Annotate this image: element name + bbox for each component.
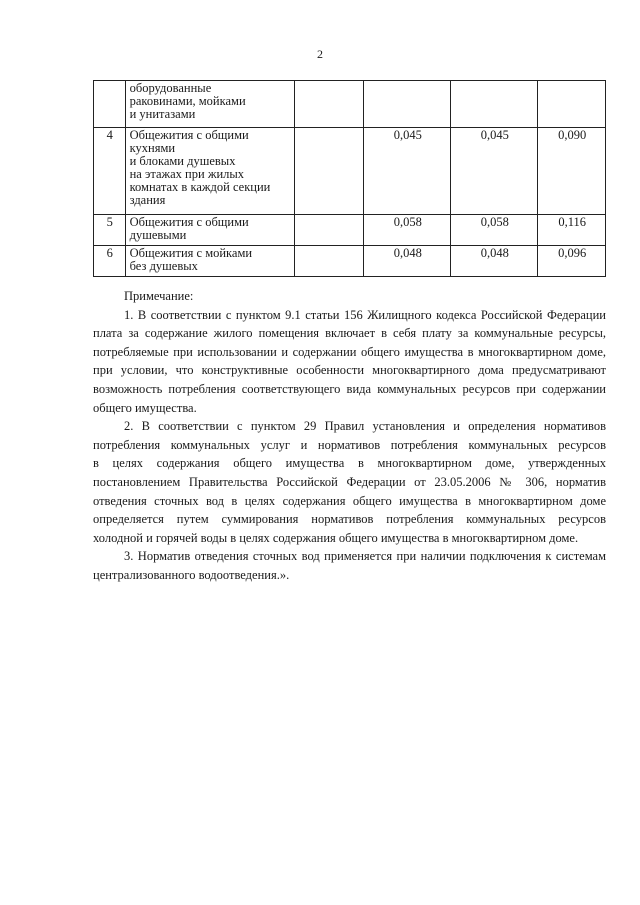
cell-text-line: душевыми <box>129 228 187 242</box>
paragraph-line: в целях содержания общего имущества в многоквартирном доме, утвержденных <box>93 456 606 471</box>
norms-table <box>93 80 606 277</box>
cell-text-line: и унитазами <box>129 107 196 121</box>
row-number-cell: 4 <box>94 128 126 215</box>
paragraph-line: холодной и горячей воды в целях содержания общего имущества в многоквартирном доме. <box>93 530 579 545</box>
notes-section <box>93 287 606 585</box>
paragraph-line: постановлением Правительства Российской Федерации от 23.05.2006 № 306, норматив <box>93 474 606 489</box>
cell-text-line: Общежития с мойками <box>129 246 253 260</box>
row-number-cell <box>94 81 126 128</box>
cell-text-line: на этажах при жилых <box>129 167 245 181</box>
table-row <box>94 246 606 277</box>
paragraph-line: централизованного водоотведения.». <box>93 567 290 582</box>
paragraph-line: 3. Норматив отведения сточных вод применяется при наличии подключения к системам <box>124 549 606 564</box>
paragraph-line: потребления коммунальных услуг и нормативов потребления коммунальных ресурсов <box>93 437 606 452</box>
cold-water-norm-cell <box>364 81 451 128</box>
cell-text-line: Общежития с общими <box>129 128 249 142</box>
cell-text-line: оборудованные <box>129 81 212 95</box>
dormitory-type-cell <box>125 246 294 277</box>
cell-text-line: раковинами, мойками <box>129 94 246 108</box>
paragraph-line: общего имущества. <box>93 400 197 415</box>
dormitory-type-cell <box>125 128 294 215</box>
cold-water-norm-cell: 0,048 <box>364 246 451 277</box>
hot-water-norm-cell: 0,058 <box>451 215 538 246</box>
note-paragraph-2 <box>93 417 606 547</box>
empty-cell <box>294 215 364 246</box>
note-paragraph-1 <box>93 306 606 418</box>
cold-water-norm-cell: 0,058 <box>364 215 451 246</box>
table-row <box>94 215 606 246</box>
paragraph-line: определяется путем суммирования нормативов потребления коммунальных ресурсов <box>93 512 606 527</box>
empty-cell <box>294 128 364 215</box>
paragraph-line: плата за содержание жилого помещения включает в себя плату за коммунальные ресурсы, <box>93 326 606 341</box>
notes-title: Примечание: <box>124 289 194 303</box>
paragraph-line: потребляемые при использовании и содержании общего имущества в многоквартирном доме, <box>93 344 606 359</box>
paragraph-line: отведения сточных вод в целях содержания общего имущества в многоквартирном доме <box>93 493 606 508</box>
wastewater-norm-cell: 0,090 <box>538 128 606 215</box>
table-row <box>94 128 606 215</box>
wastewater-norm-cell <box>538 81 606 128</box>
paragraph-line: 2. В соответствии с пунктом 29 Правил установления и определения нормативов <box>124 419 606 434</box>
cell-text-line: комнатах в каждой секции <box>129 180 271 194</box>
wastewater-norm-cell: 0,096 <box>538 246 606 277</box>
paragraph-line: при условии, что конструктивные особенности многоквартирного дома предусматривают <box>93 363 606 378</box>
cell-text-line: здания <box>129 193 166 207</box>
empty-cell <box>294 81 364 128</box>
row-number-cell: 6 <box>94 246 126 277</box>
row-number-cell: 5 <box>94 215 126 246</box>
cell-text-line: кухнями <box>129 141 176 155</box>
page-number: 2 <box>317 47 323 61</box>
paragraph-line: возможность потребления соответствующего вида коммунальных ресурсов при содержании <box>93 381 606 396</box>
dormitory-type-cell <box>125 215 294 246</box>
table-row <box>94 81 606 128</box>
cell-text-line: и блоками душевых <box>129 154 236 168</box>
cell-text-line: без душевых <box>129 259 198 273</box>
wastewater-norm-cell: 0,116 <box>538 215 606 246</box>
paragraph-line: 1. В соответствии с пунктом 9.1 статьи 156 Жилищного кодекса Российской Федерации <box>124 307 606 322</box>
hot-water-norm-cell: 0,048 <box>451 246 538 277</box>
cold-water-norm-cell: 0,045 <box>364 128 451 215</box>
cell-text-line: Общежития с общими <box>129 215 249 229</box>
empty-cell <box>294 246 364 277</box>
hot-water-norm-cell <box>451 81 538 128</box>
dormitory-type-cell <box>125 81 294 128</box>
note-paragraph-3 <box>93 547 606 584</box>
hot-water-norm-cell: 0,045 <box>451 128 538 215</box>
